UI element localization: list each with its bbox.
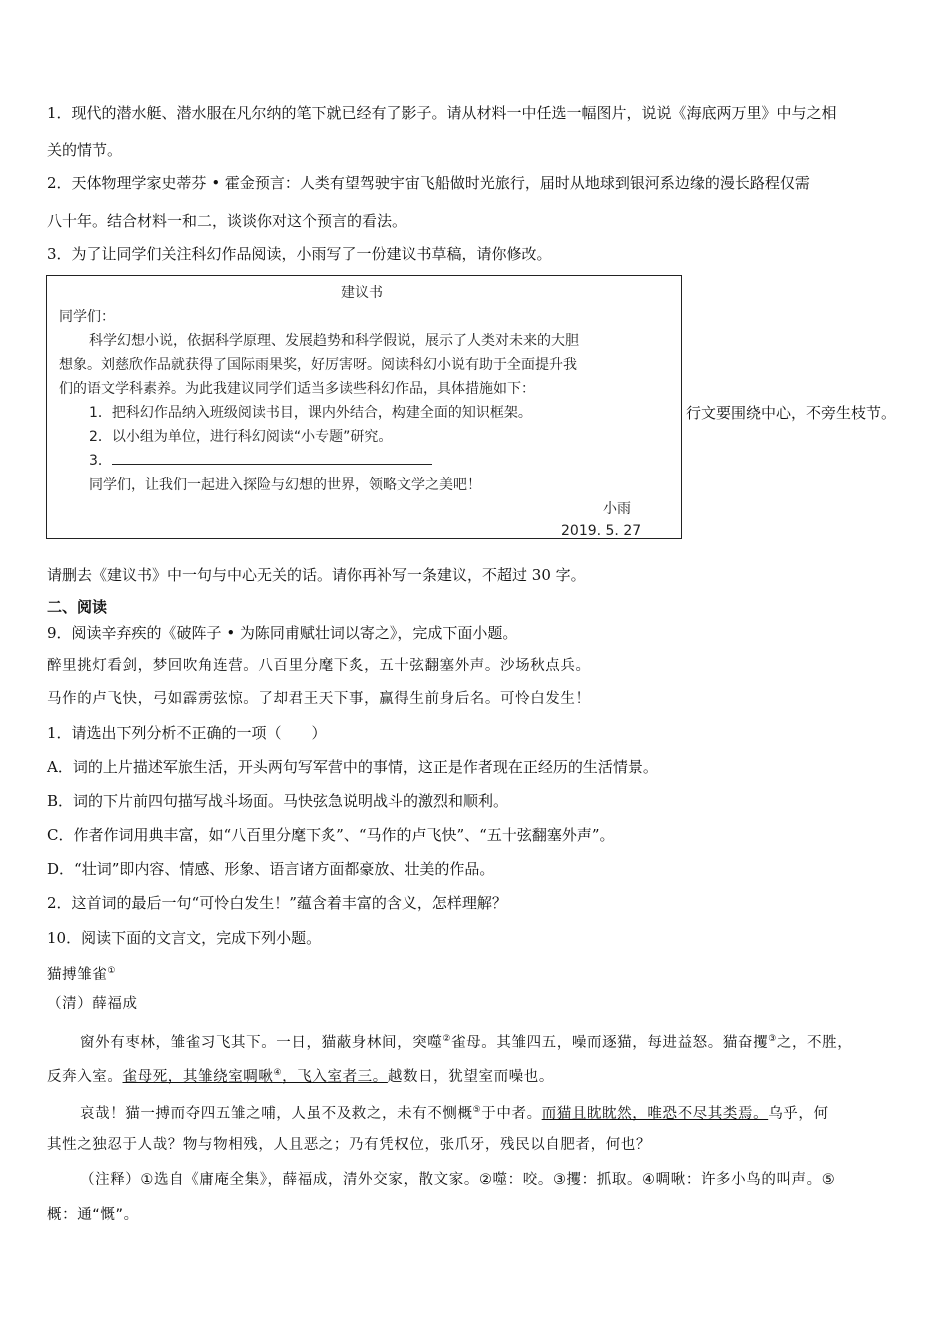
poem-line2: 马作的卢飞快，弓如霹雳弦惊。了却君王天下事，赢得生前身后名。可怜白发生！	[47, 691, 591, 707]
letter-para-line3: 们的语文学科素养。为此我建议同学们适当多读些科幻作品，具体措施如下：	[59, 381, 535, 397]
letter-title: 建议书	[341, 285, 383, 301]
classical-p2-line1: 哀哉！猫一搏而夺四五雏之哺，人虽不及救之，未有不恻概⑤于中者。而猫且眈眈然，唯恐不尽其类焉。乌乎，何	[80, 1105, 829, 1122]
classical-title: 猫搏雏雀①	[47, 966, 117, 983]
section2-heading: 二、阅读	[47, 598, 108, 616]
proposal-letter-image	[46, 275, 682, 539]
letter-greeting: 同学们：	[59, 309, 115, 325]
q1-line2: 关的情节。	[47, 141, 123, 159]
q3-intro: 3．为了让同学们关注科幻作品阅读，小雨写了一份建议书草稿，请你修改。	[47, 245, 552, 263]
q3-side-note: 行文要围绕中心，不旁生枝节。	[686, 404, 897, 422]
letter-item2: 2．以小组为单位，进行科幻阅读“小专题”研究。	[89, 429, 393, 445]
q9-sub2: 2．这首词的最后一句“可怜白发生！”蕴含着丰富的含义，怎样理解？	[47, 894, 507, 912]
notes-line2: 概：通“慨”。	[47, 1207, 139, 1223]
classical-p1-line2: 反奔入室。雀母死，其雏绕室啁啾④，飞入室者三。越数日，犹望室而噪也。	[47, 1068, 554, 1085]
q2-line2: 八十年。结合材料一和二，谈谈你对这个预言的看法。	[47, 212, 408, 230]
letter-closing: 同学们，让我们一起进入探险与幻想的世界，领略文学之美吧！	[89, 477, 481, 493]
notes-line1: （注释）①选自《庸庵全集》，薛福成，清外交家，散文家。②噬：咬。③攫：抓取。④啁啾：许多小鸟的叫声。⑤	[80, 1172, 836, 1188]
q2-line1: 2．天体物理学家史蒂芬 • 霍金预言：人类有望驾驶宇宙飞船做时光旅行，届时从地球到银河系边缘的漫长路程仅需	[47, 174, 810, 192]
letter-para-line2: 想象。刘慈欣作品就获得了国际雨果奖，好厉害呀。阅读科幻小说有助于全面提升我	[59, 357, 577, 373]
q3-task: 请删去《建议书》中一句与中心无关的话。请你再补写一条建议，不超过 30 字。	[47, 566, 586, 584]
letter-date: 2019. 5. 27	[561, 523, 642, 539]
option-b: B．词的下片前四句描写战斗场面。马快弦急说明战斗的激烈和顺利。	[47, 792, 509, 810]
letter-item3: 3．	[89, 452, 432, 470]
letter-item1: 1．把科幻作品纳入班级阅读书目，课内外结合，构建全面的知识框架。	[89, 405, 532, 421]
option-a: A．词的上片描述军旅生活，开头两句写军营中的事情，这正是作者现在正经历的生活情景。	[47, 758, 658, 776]
q1-line1: 1．现代的潜水艇、潜水服在凡尔纳的笔下就已经有了影子。请从材料一中任选一幅图片，说说《海底两万里》中与之相	[47, 104, 837, 122]
classical-author: （清）薛福成	[47, 996, 138, 1012]
q10-intro: 10．阅读下面的文言文，完成下列小题。	[47, 929, 322, 947]
underlined-sentence-1: 雀母死，其雏绕室啁啾④，飞入室者三。	[122, 1068, 388, 1085]
underlined-sentence-2: 而猫且眈眈然，唯恐不尽其类焉。	[541, 1105, 769, 1122]
poem-line1: 醉里挑灯看剑，梦回吹角连营。八百里分麾下炙，五十弦翻塞外声。沙场秋点兵。	[47, 658, 591, 674]
letter-signature: 小雨	[603, 501, 631, 517]
q9-sub1: 1．请选出下列分析不正确的一项（ ）	[47, 724, 327, 742]
option-c: C．作者作词用典丰富，如“八百里分麾下炙”、“马作的卢飞快”、“五十弦翻塞外声”。	[47, 826, 615, 844]
letter-para-line1: 科学幻想小说，依据科学原理、发展趋势和科学假说，展示了人类对未来的大胆	[89, 333, 579, 349]
classical-p1-line1: 窗外有枣林，雏雀习飞其下。一日，猫蔽身林间，突噬②雀母。其雏四五，噪而逐猫，每进益怒。猫奋攫③之，不胜，	[80, 1034, 853, 1051]
classical-p2-line2: 其性之独忍于人哉？物与物相残，人且恶之；乃有凭权位，张爪牙，残民以自肥者，何也？	[47, 1137, 651, 1153]
option-d: D．“壮词”即内容、情感、形象、语言诸方面都豪放、壮美的作品。	[47, 860, 495, 878]
q9-intro: 9．阅读辛弃疾的《破阵子 • 为陈同甫赋壮词以寄之》，完成下面小题。	[47, 624, 518, 642]
letter-item3-blank	[112, 452, 432, 465]
